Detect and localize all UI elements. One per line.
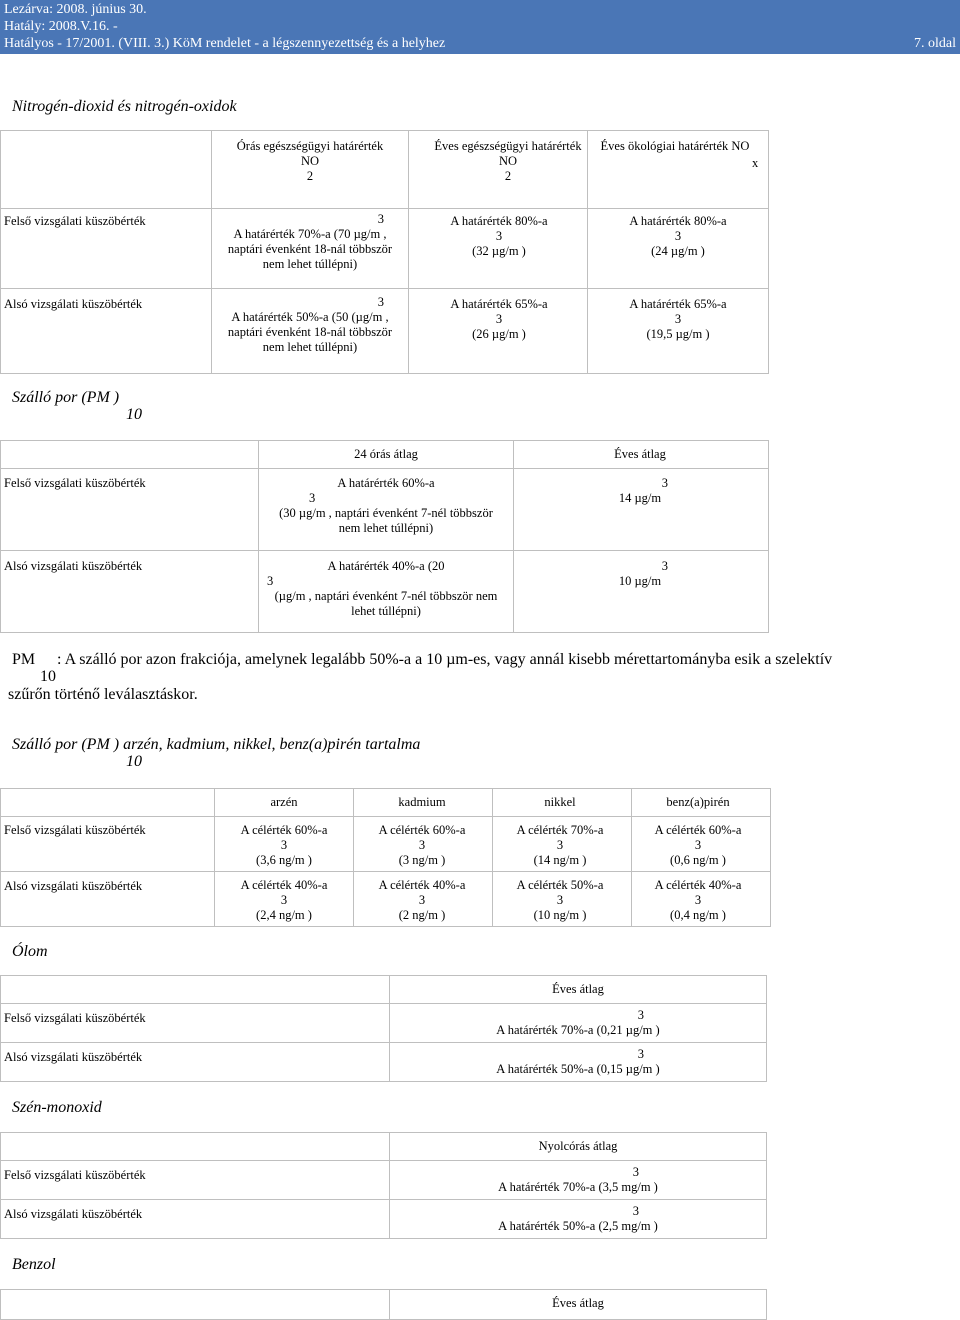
metals-upper-cadmium-l2: (3 ng/m ) — [398, 853, 446, 867]
metals-lower-nickel-l1: A célérték 50%-a — [516, 878, 604, 892]
lead-lower-text: A határérték 50%-a (0,15 µg/m ) — [496, 1062, 660, 1076]
metals-upper-cadmium — [353, 823, 491, 868]
lead-upper-sup: 3 — [637, 1008, 644, 1022]
metals-lower-arsenic-l1: A célérték 40%-a — [240, 878, 328, 892]
metals-lower-bap-l1: A célérték 40%-a — [654, 878, 742, 892]
co-lower-sup: 3 — [632, 1204, 639, 1218]
metals-col-arsenic: arzén — [270, 795, 298, 809]
pm10-upper-annual-sup: 3 — [661, 476, 668, 490]
no2-upper-eco-sup: 3 — [674, 229, 682, 243]
metals-col-nickel: nikkel — [544, 795, 576, 809]
section-title-pm10-sub: 10 — [126, 406, 142, 423]
metals-upper-nickel — [491, 823, 629, 868]
metals-lower-nickel-sup: 3 — [556, 893, 564, 907]
no2-lower-annual-l2: (26 µg/m ) — [472, 327, 526, 341]
header-regulation: Hatályos - 17/2001. (VIII. 3.) KöM rendelet - a légszennyezettség és a helyhez — [4, 36, 446, 51]
metals-col-benzapyrene: benz(a)pirén — [666, 795, 730, 809]
metals-lower-arsenic-sup: 3 — [280, 893, 288, 907]
section-title-lead: Ólom — [12, 943, 48, 960]
pm10-row-upper-label: Felső vizsgálati küszöbérték — [4, 476, 146, 490]
no2-upper-hourly-sup: 3 — [377, 212, 384, 226]
co-row-lower-label: Alsó vizsgálati küszöbérték — [4, 1207, 143, 1221]
metals-lower-bap-sup: 3 — [694, 893, 702, 907]
co-upper-text: A határérték 70%-a (3,5 mg/m ) — [498, 1180, 658, 1194]
metals-upper-arsenic-l2: (3,6 ng/m ) — [256, 853, 312, 867]
lead-lower-value — [390, 1047, 766, 1077]
header-closed-date: Lezárva: 2008. június 30. — [4, 2, 147, 17]
no2-upper-hourly-l2: naptári évenként 18-nál többször — [227, 242, 393, 256]
metals-lower-bap-l2: (0,4 ng/m ) — [670, 908, 726, 922]
pm10-note-term: PM — [12, 651, 36, 668]
lead-col-annual: Éves átlag — [552, 982, 604, 996]
co-lower-value — [390, 1204, 766, 1234]
metals-lower-cadmium-l2: (2 ng/m ) — [398, 908, 446, 922]
no2-col-annual-line1: Éves egészségügyi határérték — [434, 139, 582, 153]
section-title-pm10: Szálló por (PM ) — [12, 389, 120, 406]
no2-upper-hourly — [212, 212, 408, 272]
pm10-upper-24h-sup: 3 — [309, 491, 316, 505]
lead-row-lower-label: Alsó vizsgálati küszöbérték — [4, 1050, 143, 1064]
lead-upper-text: A határérték 70%-a (0,21 µg/m ) — [496, 1023, 660, 1037]
metals-col-cadmium: kadmium — [398, 795, 446, 809]
co-upper-value — [390, 1165, 766, 1195]
metals-lower-arsenic — [215, 878, 353, 923]
no2-col-annual-health — [410, 139, 606, 184]
pm10-upper-24h — [259, 476, 513, 536]
metals-upper-cadmium-sup: 3 — [418, 838, 426, 852]
pm10-upper-24h-l3: nem lehet túllépni) — [338, 521, 434, 535]
no2-upper-annual-l1: A határérték 80%-a — [450, 214, 548, 228]
no2-upper-annual-l2: (32 µg/m ) — [472, 244, 526, 258]
no2-upper-annual-sup: 3 — [495, 229, 503, 243]
section-title-co: Szén-monoxid — [12, 1099, 102, 1116]
metals-upper-arsenic-l1: A célérték 60%-a — [240, 823, 328, 837]
pm10-upper-24h-l1: A határérték 60%-a — [337, 476, 435, 490]
no2-upper-eco — [588, 214, 768, 259]
no2-row-lower-label: Alsó vizsgálati küszöbérték — [4, 297, 143, 311]
pm10-col-annual: Éves átlag — [614, 447, 666, 461]
metals-upper-benzapyrene — [629, 823, 767, 868]
no2-lower-eco — [588, 297, 768, 342]
no2-col-annual-line2: NO — [498, 154, 518, 168]
no2-upper-annual — [410, 214, 588, 259]
pm10-upper-annual-val: 14 µg/m — [618, 491, 662, 505]
no2-lower-eco-l2: (19,5 µg/m ) — [646, 327, 710, 341]
benzene-col-annual: Éves átlag — [552, 1296, 604, 1310]
pm10-row-lower-label: Alsó vizsgálati küszöbérték — [4, 559, 143, 573]
no2-col-hourly — [212, 139, 408, 184]
pm10-note-sub: 10 — [40, 668, 56, 685]
no2-lower-hourly — [212, 295, 408, 355]
metals-row-lower-label: Alsó vizsgálati küszöbérték — [4, 879, 143, 893]
no2-col-hourly-line2: NO — [300, 154, 320, 168]
metals-lower-arsenic-l2: (2,4 ng/m ) — [256, 908, 312, 922]
co-col-8h: Nyolcórás átlag — [538, 1139, 618, 1153]
header-effect-date: Hatály: 2008.V.16. - — [4, 19, 118, 34]
no2-upper-hourly-l1: A határérték 70%-a (70 µg/m , — [233, 227, 387, 241]
page-header — [0, 0, 960, 54]
no2-col-hourly-line3: 2 — [306, 169, 314, 183]
metals-lower-cadmium-sup: 3 — [418, 893, 426, 907]
no2-lower-annual — [410, 297, 588, 342]
no2-lower-eco-sup: 3 — [674, 312, 682, 326]
metals-lower-nickel-l2: (10 ng/m ) — [533, 908, 587, 922]
header-page-number: 7. oldal — [914, 36, 956, 51]
no2-col-annual-line3: 2 — [504, 169, 512, 183]
co-row-upper-label: Felső vizsgálati küszöbérték — [4, 1168, 146, 1182]
metals-upper-bap-l1: A célérték 60%-a — [654, 823, 742, 837]
pm10-lower-24h-l3: lehet túllépni) — [351, 604, 421, 618]
lead-upper-value — [390, 1008, 766, 1038]
no2-upper-eco-l2: (24 µg/m ) — [651, 244, 705, 258]
no2-lower-hourly-l3: nem lehet túllépni) — [262, 340, 358, 354]
pm10-lower-annual-sup: 3 — [661, 559, 668, 573]
metals-upper-cadmium-l1: A célérték 60%-a — [378, 823, 466, 837]
no2-row-upper-label: Felső vizsgálati küszöbérték — [4, 214, 146, 228]
metals-lower-nickel — [491, 878, 629, 923]
section-title-metals: Szálló por (PM ) arzén, kadmium, nikkel, benz(a)pirén tartalma — [12, 736, 421, 753]
no2-col-annual-eco — [590, 139, 760, 154]
pm10-col-24h: 24 órás átlag — [354, 447, 418, 461]
pm10-lower-24h — [259, 559, 513, 619]
metals-row-upper-label: Felső vizsgálati küszöbérték — [4, 823, 146, 837]
no2-upper-eco-l1: A határérték 80%-a — [629, 214, 727, 228]
lead-row-upper-label: Felső vizsgálati küszöbérték — [4, 1011, 146, 1025]
pm10-note-definition-end: szűrőn történő leválasztáskor. — [8, 686, 198, 703]
no2-col-eco-line1: Éves ökológiai határérték NO — [600, 139, 750, 153]
metals-lower-cadmium — [353, 878, 491, 923]
section-title-metals-sub: 10 — [126, 753, 142, 770]
section-title-no2: Nitrogén-dioxid és nitrogén-oxidok — [12, 98, 237, 115]
pm10-lower-annual — [513, 559, 767, 589]
no2-lower-eco-l1: A határérték 65%-a — [629, 297, 727, 311]
no2-lower-annual-sup: 3 — [495, 312, 503, 326]
lead-lower-sup: 3 — [637, 1047, 644, 1061]
pm10-lower-24h-sup: 3 — [267, 574, 274, 588]
pm10-upper-annual — [513, 476, 767, 506]
metals-upper-bap-sup: 3 — [694, 838, 702, 852]
no2-col-eco-sub: x — [752, 156, 759, 170]
metals-upper-arsenic-sup: 3 — [280, 838, 288, 852]
pm10-lower-24h-l2: (µg/m , naptári évenként 7-nél többször nem — [274, 589, 498, 603]
metals-upper-nickel-l2: (14 ng/m ) — [533, 853, 587, 867]
pm10-lower-annual-val: 10 µg/m — [618, 574, 662, 588]
metals-upper-nickel-sup: 3 — [556, 838, 564, 852]
metals-lower-cadmium-l1: A célérték 40%-a — [378, 878, 466, 892]
pm10-lower-24h-l1: A határérték 40%-a (20 — [327, 559, 445, 573]
metals-lower-benzapyrene — [629, 878, 767, 923]
section-title-benzene: Benzol — [12, 1256, 56, 1273]
no2-lower-annual-l1: A határérték 65%-a — [450, 297, 548, 311]
pm10-note-definition: : A szálló por azon frakciója, amelynek legalább 50%-a a 10 µm-es, vagy annál kisebb mérettartományba esik a szelektív — [57, 651, 833, 668]
metals-upper-bap-l2: (0,6 ng/m ) — [670, 853, 726, 867]
no2-lower-hourly-sup: 3 — [377, 295, 384, 309]
no2-lower-hourly-l2: naptári évenként 18-nál többször — [227, 325, 393, 339]
metals-upper-nickel-l1: A célérték 70%-a — [516, 823, 604, 837]
no2-lower-hourly-l1: A határérték 50%-a (50 (µg/m , — [231, 310, 389, 324]
no2-upper-hourly-l3: nem lehet túllépni) — [262, 257, 358, 271]
co-upper-sup: 3 — [632, 1165, 639, 1179]
co-lower-text: A határérték 50%-a (2,5 mg/m ) — [498, 1219, 658, 1233]
no2-col-hourly-line1: Órás egészségügyi határérték — [236, 139, 384, 153]
pm10-upper-24h-l2: (30 µg/m , naptári évenként 7-nél többször — [279, 506, 493, 520]
metals-upper-arsenic — [215, 823, 353, 868]
